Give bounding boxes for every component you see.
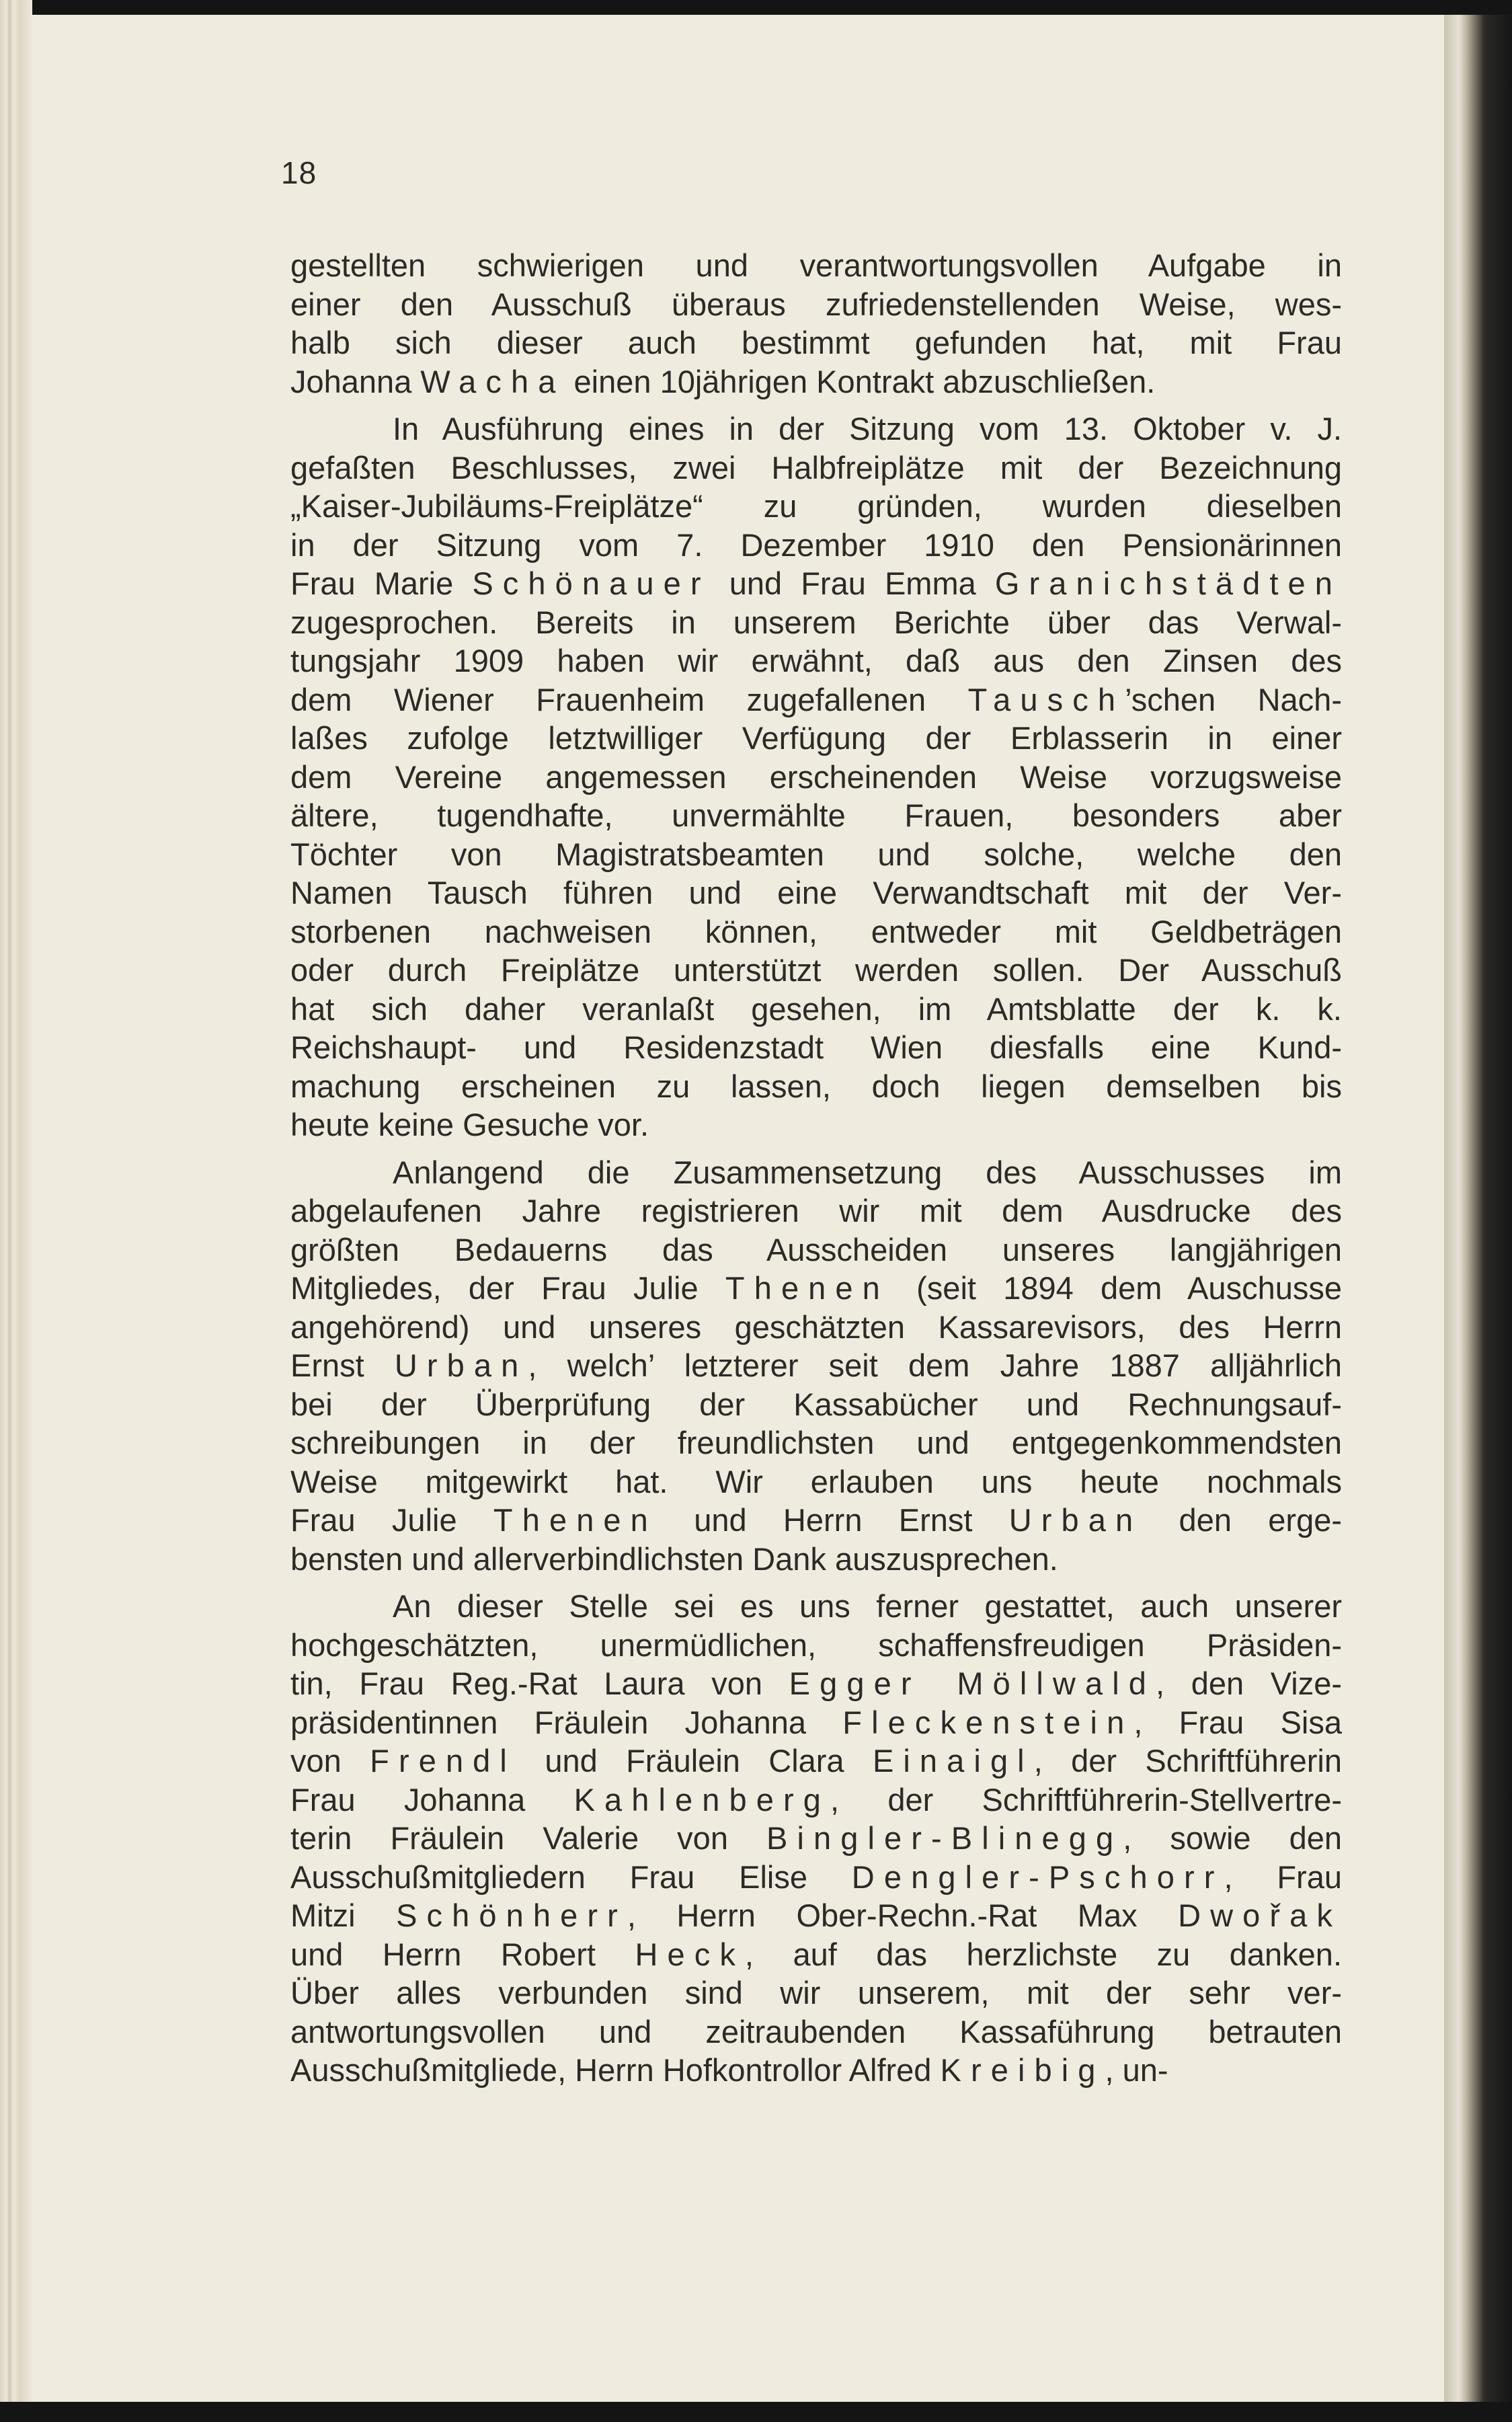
spaced-name: Thenen [493, 1502, 658, 1538]
text-run: heute keine Gesuche vor. [290, 1107, 649, 1142]
spaced-name: Wacha [420, 363, 565, 399]
page-number: 18 [281, 155, 317, 190]
text-line [290, 1858, 1342, 1897]
text-run: In Ausführung eines in der Sitzung vom 13. Oktober v. J. [393, 411, 1342, 446]
text-line [290, 1781, 1342, 1820]
text-line [290, 1153, 1342, 1192]
text-line [290, 1269, 1342, 1308]
text-run: in der Sitzung vom 7. Dezember 1910 den Pensionärinnen [290, 526, 1342, 563]
text-line [290, 1587, 1342, 1626]
text-run: halb sich dieser auch bestimmt gefunden hat, mit Frau [290, 325, 1342, 360]
text-line [290, 1192, 1342, 1230]
text-line [290, 680, 1342, 719]
text-line [290, 1896, 1342, 1935]
text-run: abgelaufenen Jahre registrieren wir mit dem Ausdrucke des [290, 1193, 1342, 1228]
spaced-name: Thenen [725, 1270, 889, 1306]
text-run: bei der Überprüfung der Kassabücher und Rechnungsauf- [290, 1386, 1342, 1422]
text-line [290, 362, 1342, 401]
text-run: , Frau [1224, 1859, 1342, 1895]
text-line [290, 1626, 1342, 1665]
text-line [290, 1935, 1342, 1974]
text-run: , der Schriftführerin-Stellvertre- [830, 1781, 1342, 1818]
text-run: einen 10jährigen Kontrakt abzuschließen. [565, 363, 1156, 399]
text-line [290, 2051, 1342, 2090]
text-line [290, 1028, 1342, 1067]
text-run: , sowie den [1123, 1820, 1342, 1856]
text-run: gestellten schwierigen und verantwortungsvollen Aufgabe in [290, 247, 1342, 283]
text-line [290, 2013, 1342, 2052]
text-line [290, 323, 1342, 362]
text-line [290, 912, 1342, 951]
text-line [290, 526, 1342, 565]
text-line [290, 1703, 1342, 1742]
spaced-name: Kahlenberg [573, 1781, 830, 1818]
text-run: Über alles verbunden sind wir unserem, mit der sehr ver- [290, 1975, 1342, 2010]
text-line [290, 285, 1342, 324]
text-line [290, 990, 1342, 1029]
text-line [290, 1105, 1342, 1144]
text-line [290, 1974, 1342, 2013]
spaced-name: Urban [1008, 1502, 1143, 1538]
text-line [290, 603, 1342, 642]
text-run: größten Bedauerns das Ausscheiden unseres langjährigen [290, 1231, 1342, 1267]
text-run: tin, Frau Reg.-Rat Laura von [290, 1666, 789, 1701]
text-run: ’schen Nach- [1125, 681, 1342, 717]
text-run: (seit 1894 dem Auschusse [889, 1270, 1342, 1306]
text-run: ältere, tugendhafte, unvermählte Frauen, besonders aber [290, 797, 1342, 833]
text-line [290, 758, 1342, 797]
text-run: antwortungsvollen und zeitraubenden Kassaführung betrauten [290, 2013, 1342, 2049]
body-text [290, 246, 1342, 2090]
text-line [290, 448, 1342, 487]
text-run: terin Fräulein Valerie von [290, 1820, 767, 1856]
text-line [290, 1385, 1342, 1424]
spaced-name: Schönherr [396, 1898, 627, 1933]
text-run: Mitgliedes, der Frau Julie [290, 1270, 725, 1306]
book-page-edges [0, 0, 32, 2422]
text-line [290, 1501, 1342, 1540]
text-run: präsidentinnen Fräulein Johanna [290, 1704, 843, 1740]
text-run: , un- [1105, 2052, 1168, 2088]
text-run: gefaßten Beschlusses, zwei Halbfreiplätze mit der Bezeichnung [290, 449, 1342, 485]
text-line [290, 1819, 1342, 1858]
text-line [290, 1664, 1342, 1703]
spaced-name: Granichstädten [994, 565, 1342, 601]
text-line [290, 246, 1342, 285]
spaced-name: Heck [635, 1936, 745, 1972]
paragraph-gap [290, 1578, 1342, 1587]
text-line [290, 1742, 1342, 1781]
paragraph-gap [290, 401, 1342, 409]
text-line [290, 873, 1342, 912]
text-run: zugesprochen. Bereits in unserem Berichte über das Verwal- [290, 604, 1342, 640]
scan-border-bottom [0, 2402, 1512, 2422]
text-run: den erge- [1142, 1502, 1342, 1538]
text-run: Frau Julie [290, 1502, 493, 1538]
text-run: Frau Johanna [290, 1781, 574, 1818]
text-run: , der Schriftführerin [1033, 1743, 1342, 1779]
text-run: , Herrn Ober-Rechn.-Rat Max [627, 1898, 1179, 1933]
spaced-name: Urban [394, 1347, 528, 1383]
text-run: laßes zufolge letztwilliger Verfügung der Erblasserin in einer [290, 720, 1342, 756]
text-run: Mitzi [290, 1898, 397, 1933]
text-run: schreibungen in der freundlichsten und entgegenkommendsten [290, 1425, 1342, 1460]
text-line [290, 1308, 1342, 1347]
spaced-name: Egger Möllwald [789, 1666, 1156, 1701]
text-line [290, 1462, 1342, 1501]
text-run: Ausschußmitgliedern Frau Elise [290, 1859, 852, 1895]
text-line [290, 1230, 1342, 1269]
text-line [290, 1540, 1342, 1579]
text-line [290, 835, 1342, 874]
text-run: von [290, 1743, 370, 1779]
text-run: angehörend) und unseres geschätzten Kassarevisors, des Herrn [290, 1308, 1342, 1345]
text-run: Ausschußmitgliede, Herrn Hofkontrollor Alfred [290, 2052, 941, 2088]
text-line [290, 951, 1342, 990]
text-line [290, 487, 1342, 526]
text-line [290, 564, 1342, 603]
text-run: hat sich daher veranlaßt gesehen, im Amtsblatte der k. k. [290, 990, 1342, 1027]
scan-border-top [0, 0, 1512, 15]
text-run: Anlangend die Zusammensetzung des Ausschusses im [393, 1154, 1342, 1190]
text-run: und Frau Emma [710, 565, 995, 601]
spaced-name: Schönauer [472, 565, 711, 601]
spaced-name: Kreibig [940, 2052, 1105, 2088]
text-line [290, 1423, 1342, 1462]
text-run: und Fräulein Clara [516, 1743, 873, 1779]
text-line [290, 1067, 1342, 1106]
text-run: Reichshaupt- und Residenzstadt Wien diesfalls eine Kund- [290, 1029, 1342, 1065]
spaced-name: Bingler-Blinegg [766, 1820, 1123, 1856]
text-run: bensten und allerverbindlichsten Dank auszusprechen. [290, 1540, 1058, 1577]
text-run: , auf das herzlichste zu danken. [744, 1936, 1342, 1972]
text-run: Ernst [290, 1347, 395, 1383]
text-run: dem Vereine angemessen erscheinenden Weise vorzugsweise [290, 758, 1342, 795]
text-line [290, 409, 1342, 448]
spaced-name: Tausch [967, 681, 1125, 717]
spaced-name: Fleckenstein [842, 1704, 1134, 1740]
text-run: Töchter von Magistratsbeamten und solche, welche den [290, 836, 1342, 872]
text-run: und Herrn Ernst [657, 1502, 1009, 1538]
text-line [290, 641, 1342, 680]
text-run: oder durch Freiplätze unterstützt werden sollen. Der Ausschuß [290, 952, 1342, 988]
text-run: Frau Marie [290, 565, 473, 601]
spaced-name: Einaigl [872, 1743, 1034, 1779]
text-run: einer den Ausschuß überaus zufriedenstellenden Weise, wes- [290, 286, 1342, 322]
paragraph-gap [290, 1144, 1342, 1153]
text-run: dem Wiener Frauenheim zugefallenen [290, 681, 968, 717]
text-run: , den Vize- [1155, 1666, 1342, 1701]
text-line [290, 1346, 1342, 1385]
text-run: „Kaiser-Jubiläums-Freiplätze“ zu gründen, wurden dieselben [290, 488, 1342, 524]
text-run: Weise mitgewirkt hat. Wir erlauben uns heute nochmals [290, 1463, 1342, 1499]
text-line [290, 796, 1342, 835]
text-run: hochgeschätzten, unermüdlichen, schaffensfreudigen Präsiden- [290, 1627, 1342, 1663]
text-run: , Frau Sisa [1133, 1704, 1342, 1740]
text-line [290, 719, 1342, 758]
book-gutter-shadow [1444, 15, 1512, 2402]
text-run: tungsjahr 1909 haben wir erwähnt, daß aus den Zinsen des [290, 643, 1342, 678]
text-run: , welch’ letzterer seit dem Jahre 1887 alljährlich [528, 1347, 1342, 1383]
text-run: Johanna [290, 363, 421, 399]
text-run: Namen Tausch führen und eine Verwandtschaft mit der Ver- [290, 875, 1342, 910]
spaced-name: Dengler-Pschorr [851, 1859, 1224, 1895]
text-run: machung erscheinen zu lassen, doch liegen demselben bis [290, 1068, 1342, 1104]
text-run: An dieser Stelle sei es uns ferner gestattet, auch unserer [393, 1588, 1342, 1624]
spaced-name: Frendl [370, 1743, 516, 1779]
text-run: storbenen nachweisen können, entweder mit Geldbeträgen [290, 913, 1342, 949]
spaced-name: Dwořak [1178, 1898, 1343, 1933]
text-run: und Herrn Robert [290, 1936, 635, 1972]
